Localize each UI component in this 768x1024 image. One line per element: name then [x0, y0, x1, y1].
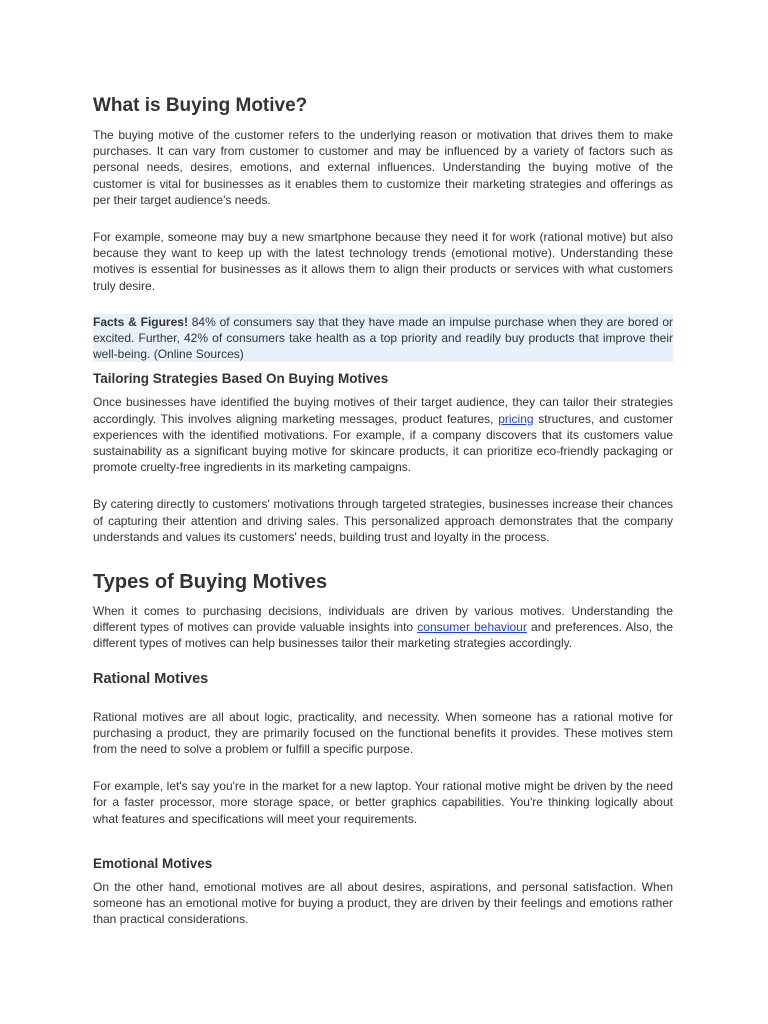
pricing-link[interactable]: pricing: [498, 411, 534, 426]
tailoring-text-start: Once businesses have identified the buying motives of their target audience, they can tailor their strategies accordingly. This involves aligning marketing messages, product features,: [93, 395, 673, 426]
facts-label: Facts & Figures!: [93, 314, 188, 329]
heading-what-is-buying-motive: What is Buying Motive?: [93, 95, 308, 116]
facts-text: 84% of consumers say that they have made an impulse purchase when they are bored or excited. Further, 42% of consumers take health as a top priority and readily buy products that improve their well-being. (Online Sources): [93, 314, 673, 362]
heading-rational-motives: Rational Motives: [93, 670, 209, 687]
types-text-start: When it comes to purchasing decisions, individuals are driven by various motives. Understanding the different types of motives can provide valuable insights into: [93, 604, 673, 635]
heading-emotional-motives: Emotional Motives: [93, 855, 213, 871]
heading-types-of-buying-motives: Types of Buying Motives: [93, 571, 328, 594]
paragraph-types-intro: [93, 603, 673, 652]
paragraph-definition: The buying motive of the customer refers to the underlying reason or motivation that drives them to make purchases. It can vary from customer to customer and may be influenced by a variety of factors such as personal needs, desires, emotions, and external influences. Understanding the buying motive of the customer is vital for businesses as it enables them to customize their marketing strategies and offerings as per their target audience's needs.: [93, 128, 673, 207]
paragraph-catering: By catering directly to customers' motivations through targeted strategies, businesses increase their chances of capturing their attention and driving sales. This personalized approach demonstrates that the company understands and values its customers' needs, building trust and loyalty in the process.: [93, 497, 673, 544]
tailoring-text-end: structures, and customer experiences with the identified motivations. For example, if a company discovers that its customers value sustainability as a significant buying motive for skincare products, it can prioritize eco-friendly packaging or promote cruelty-free ingredients in its marketing campaigns.: [93, 411, 673, 475]
paragraph-tailoring: [93, 394, 673, 475]
paragraph-example: For example, someone may buy a new smartphone because they need it for work (rational motive) but also because they want to keep up with the latest technology trends (emotional motive). Understanding these motives is essential for businesses as it allows them to align their products or services with what customers truly desire.: [93, 230, 673, 293]
heading-tailoring-strategies: Tailoring Strategies Based On Buying Motives: [93, 371, 389, 387]
consumer-behaviour-link[interactable]: consumer behaviour: [417, 620, 527, 635]
paragraph-emotional-definition: On the other hand, emotional motives are all about desires, aspirations, and personal satisfaction. When someone has an emotional motive for buying a product, they are driven by their feelings and emotions rather than practical considerations.: [93, 879, 673, 927]
paragraph-rational-definition: Rational motives are all about logic, practicality, and necessity. When someone has a rational motive for purchasing a product, they are primarily focused on the functional benefits it provides. These motives stem from the need to solve a problem or fulfill a specific purpose.: [93, 709, 673, 757]
article-content: [93, 93, 673, 928]
paragraph-rational-example: For example, let's say you're in the market for a new laptop. Your rational motive might be driven by the need for a faster processor, more storage space, or better graphics capabilities. You're thinking logically about what features and specifications will meet your requirements.: [93, 779, 673, 826]
facts-callout: [93, 314, 673, 363]
types-text-end: and preferences. Also, the different types of motives can help businesses tailor their marketing strategies accordingly.: [93, 620, 673, 651]
